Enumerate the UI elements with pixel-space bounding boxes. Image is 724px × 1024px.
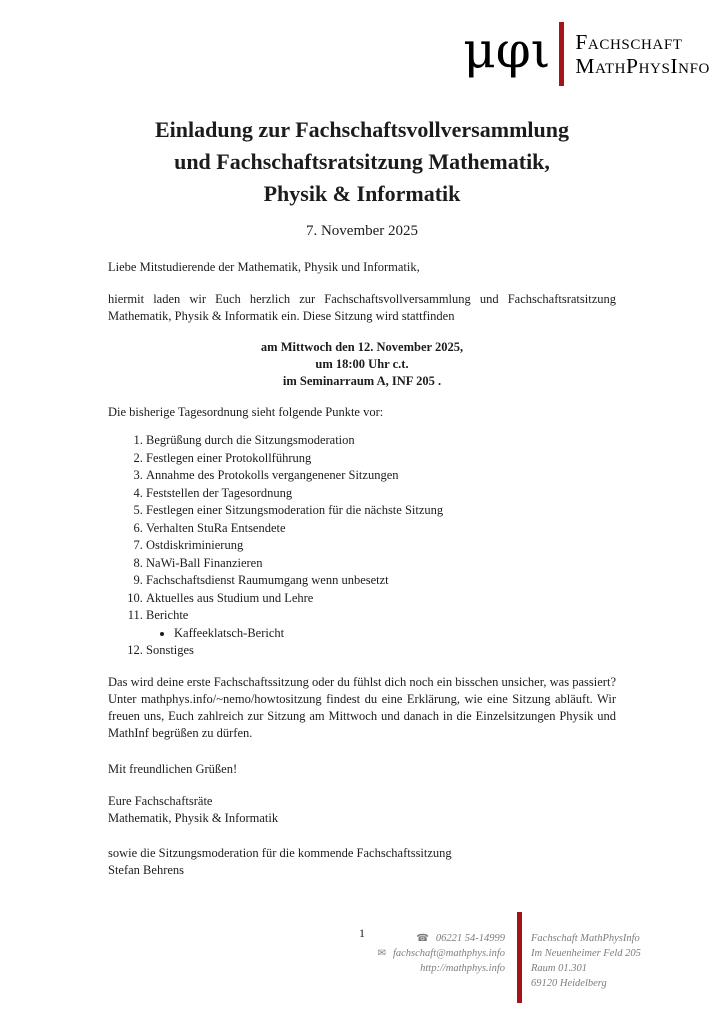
meeting-place-line: im Seminarraum A, INF 205 . bbox=[282, 374, 442, 388]
outro-paragraph: Das wird deine erste Fachschaftssitzung oder du fühlst dich noch ein bisschen unsicher, was passiert? Unter mathphys.info/~nemo/howtositzung findest du eine Erklärung, wie eine Sitzung abläuft. Wir freuen uns, Euch zahlreich zur Sitzung am Mittwoch und danach in die Einzelsitzungen Physik und MathInf begrüßen zu dürfen. bbox=[108, 674, 616, 740]
agenda-item-text: Begrüßung durch die Sitzungsmoderation bbox=[146, 433, 355, 447]
page-footer bbox=[0, 905, 724, 1010]
website-url: http://mathphys.info bbox=[420, 963, 505, 974]
agenda-item-text: Verhalten StuRa Entsendete bbox=[146, 520, 286, 535]
address-line-3: Raum 01.301 bbox=[531, 963, 587, 974]
signature-block bbox=[108, 793, 616, 827]
org-address bbox=[531, 931, 641, 991]
org-name bbox=[575, 30, 710, 78]
address-line-1: Fachschaft MathPhysInfo bbox=[531, 933, 640, 944]
email-line bbox=[378, 946, 505, 961]
agenda-item bbox=[146, 485, 616, 503]
signature-line-2: Mathematik, Physik & Informatik bbox=[108, 810, 279, 825]
agenda-item bbox=[146, 450, 616, 468]
agenda-item bbox=[146, 590, 616, 608]
contact-block bbox=[378, 931, 505, 976]
agenda-intro: Die bisherige Tagesordnung sieht folgende Punkte vor: bbox=[108, 405, 384, 419]
greeting: Liebe Mitstudierende der Mathematik, Physik und Informatik, bbox=[108, 260, 420, 274]
agenda-sub-item-text: Kaffeeklatsch-Bericht bbox=[174, 625, 285, 640]
agenda-item-text: Berichte bbox=[146, 608, 189, 622]
signature-line-1: Eure Fachschaftsräte bbox=[108, 793, 213, 808]
org-name-line2: MathPhysInfo bbox=[575, 54, 710, 78]
page-number: 1 bbox=[359, 926, 365, 940]
address-line-4: 69120 Heidelberg bbox=[531, 978, 607, 989]
moderation-block bbox=[108, 845, 616, 879]
logo-divider bbox=[559, 22, 564, 86]
agenda-item bbox=[146, 432, 616, 450]
meeting-time-line: um 18:00 Uhr c.t. bbox=[315, 357, 409, 371]
org-name-line1: Fachschaft bbox=[575, 30, 683, 54]
phone-icon: ☎ bbox=[416, 933, 429, 944]
title-line-2: und Fachschaftsratsitzung Mathematik, bbox=[174, 149, 550, 174]
agenda-item-text: Festlegen einer Sitzungsmoderation für die nächste Sitzung bbox=[146, 503, 444, 517]
agenda-item bbox=[146, 467, 616, 485]
agenda-item bbox=[146, 572, 616, 590]
agenda-item bbox=[146, 520, 616, 538]
agenda-item-text: Annahme des Protokolls vergangenener Sitzungen bbox=[146, 468, 399, 482]
agenda-list bbox=[108, 432, 616, 660]
agenda-item-text: NaWi-Ball Finanzieren bbox=[146, 555, 263, 570]
agenda-item-text: Feststellen der Tagesordnung bbox=[146, 485, 293, 500]
address-line-2: Im Neuenheimer Feld 205 bbox=[531, 948, 641, 959]
agenda-item-text: Fachschaftsdienst Raumumgang wenn unbesetzt bbox=[146, 573, 389, 587]
agenda-item bbox=[146, 502, 616, 520]
intro-paragraph: hiermit laden wir Euch herzlich zur Fachschaftsvollversammlung und Fachschaftsratsitzung Mathematik, Physik & Informatik ein. Diese Sitzung wird stattfinden bbox=[108, 292, 616, 323]
agenda-sub-list bbox=[146, 625, 616, 643]
title-line-1: Einladung zur Fachschaftsvollversammlung bbox=[155, 117, 569, 142]
phone-line bbox=[378, 931, 505, 946]
meeting-details bbox=[108, 339, 616, 390]
org-logo bbox=[463, 22, 710, 86]
title-line-3: Physik & Informatik bbox=[263, 181, 461, 206]
moderation-line-2: Stefan Behrens bbox=[108, 862, 185, 877]
logo-mu-phi-iota-icon: μφι bbox=[463, 21, 551, 79]
agenda-item bbox=[146, 642, 616, 660]
phone-number: 06221 54-14999 bbox=[435, 933, 505, 944]
email-address: fachschaft@mathphys.info bbox=[392, 948, 505, 959]
agenda-item-text: Ostdiskriminierung bbox=[146, 538, 244, 552]
agenda-item bbox=[146, 607, 616, 642]
agenda-sub-item bbox=[174, 625, 616, 643]
agenda-item-text: Aktuelles aus Studium und Lehre bbox=[146, 590, 314, 605]
agenda-item-text: Festlegen einer Protokollführung bbox=[146, 450, 312, 465]
moderation-line-1: sowie die Sitzungsmoderation für die kommende Fachschaftssitzung bbox=[108, 845, 452, 860]
agenda-item bbox=[146, 555, 616, 573]
closing: Mit freundlichen Grüßen! bbox=[108, 761, 238, 776]
agenda-item bbox=[146, 537, 616, 555]
meeting-date-line: am Mittwoch den 12. November 2025, bbox=[260, 340, 464, 354]
email-icon: ✉ bbox=[377, 948, 386, 959]
letter-body bbox=[108, 259, 616, 879]
agenda-item-text: Sonstiges bbox=[146, 643, 194, 657]
document-date: 7. November 2025 bbox=[305, 223, 419, 239]
footer-divider bbox=[517, 912, 522, 1003]
